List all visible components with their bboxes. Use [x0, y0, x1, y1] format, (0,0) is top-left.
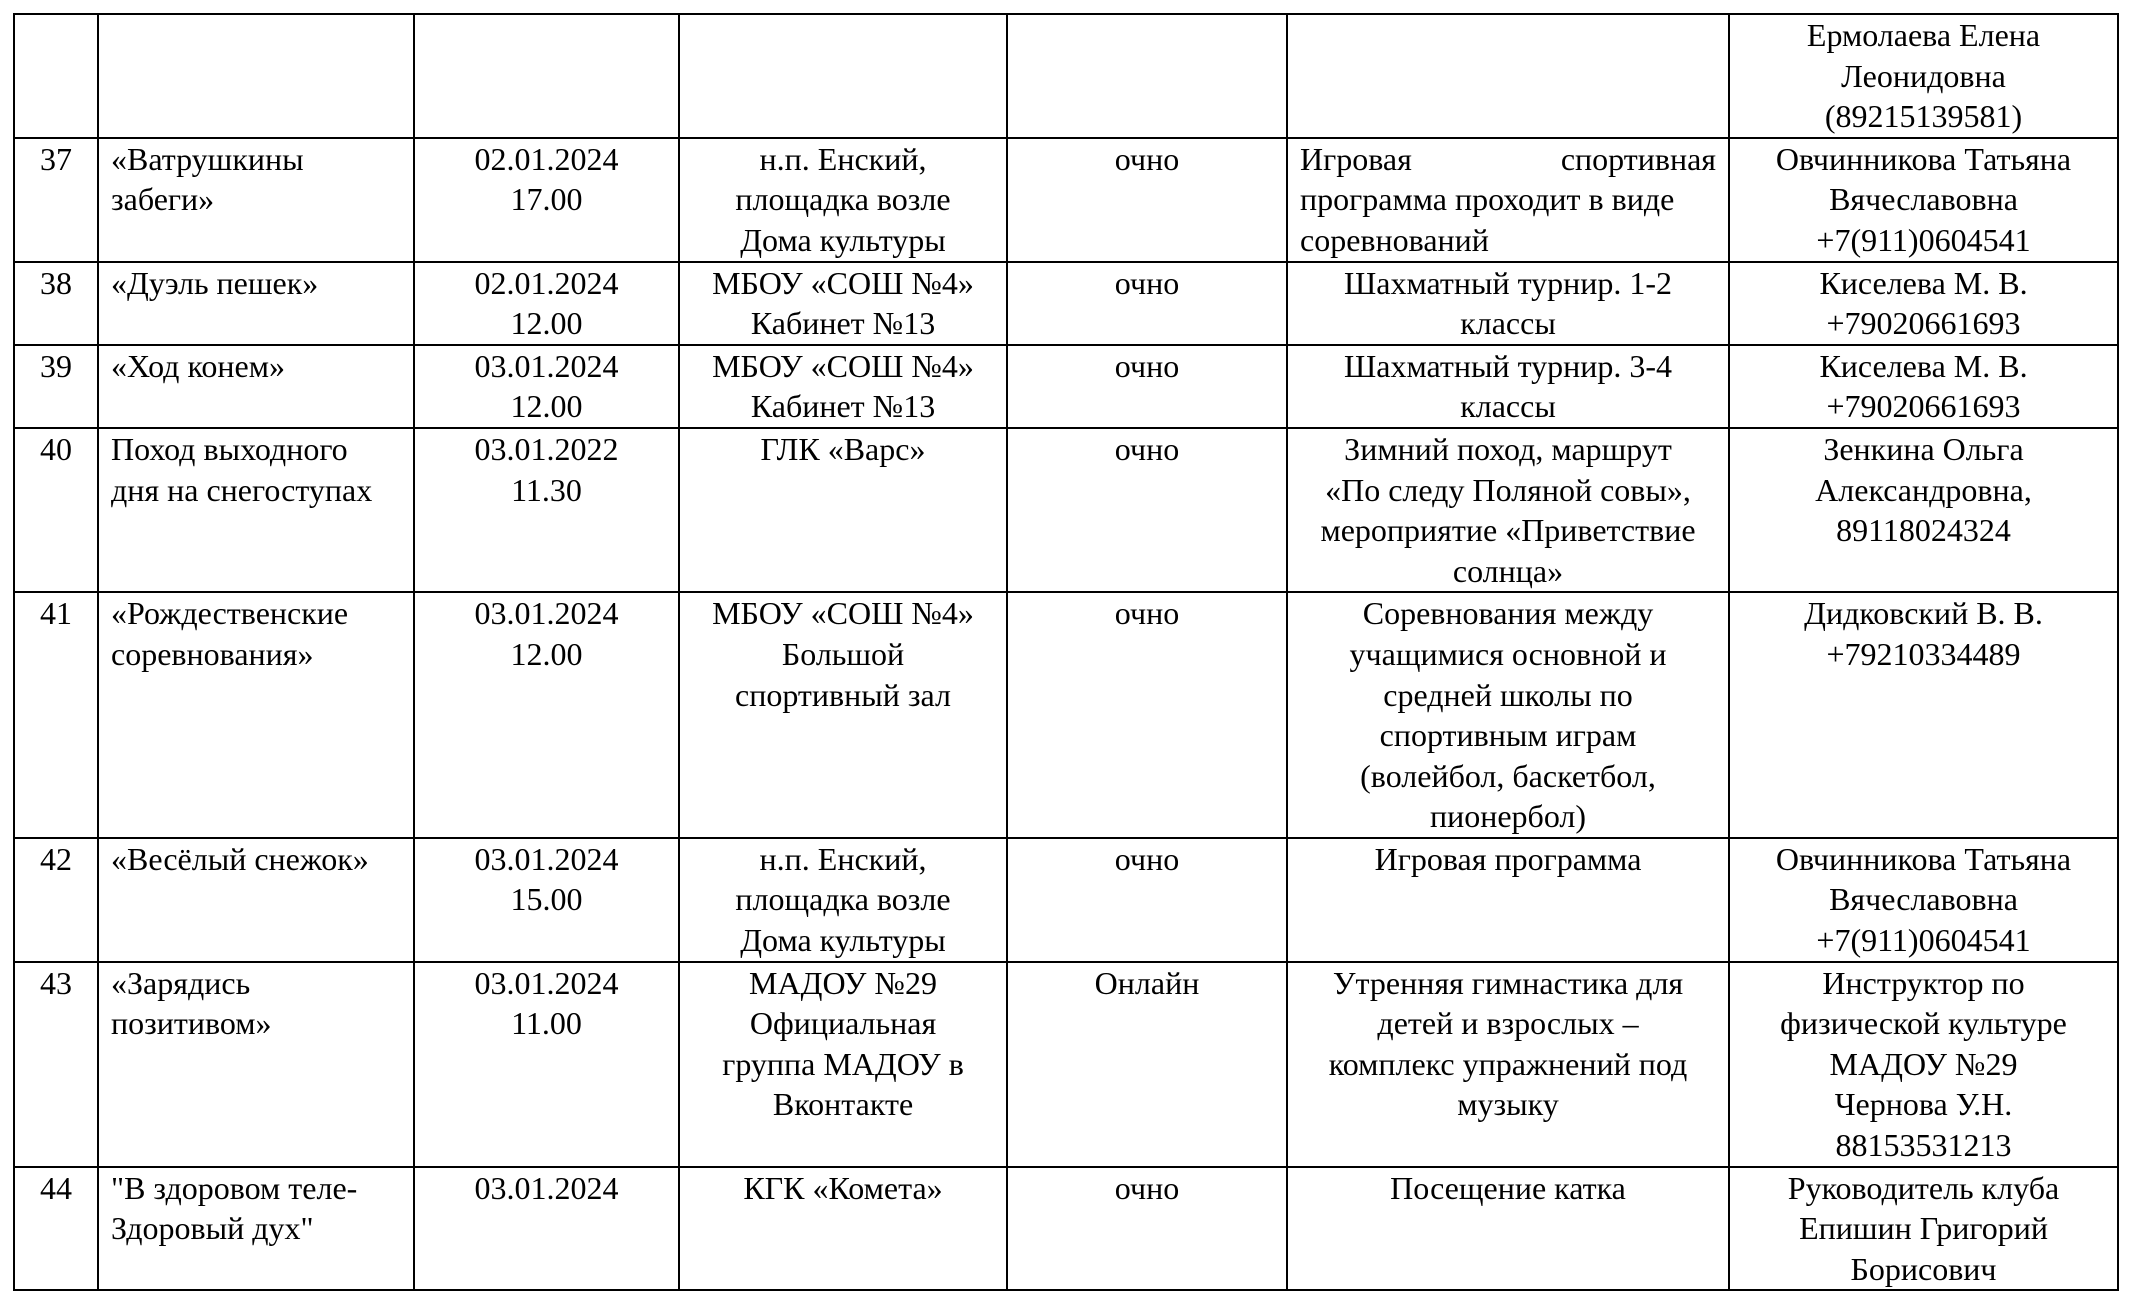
event-contact: Ермолаева Елена Леонидовна (89215139581)	[1729, 14, 2118, 138]
table-row	[14, 962, 2118, 1167]
event-format	[1007, 14, 1287, 138]
event-name: «Рождественские соревнования»	[98, 592, 414, 838]
table-row	[14, 428, 2118, 592]
table-row	[14, 592, 2118, 838]
event-datetime: 03.01.2024 12.00	[414, 592, 679, 838]
event-datetime: 03.01.2024 12.00	[414, 345, 679, 428]
description-word: спортивная	[1560, 140, 1716, 177]
table-row	[14, 262, 2118, 345]
events-table	[13, 13, 2119, 1291]
row-number: 37	[14, 138, 98, 262]
event-format: очно	[1007, 592, 1287, 838]
table-row	[14, 138, 2118, 262]
event-place	[679, 14, 1007, 138]
event-place: МБОУ «СОШ №4» Кабинет №13	[679, 345, 1007, 428]
event-description: Зимний поход, маршрут «По следу Поляной совы», мероприятие «Приветствие солнца»	[1287, 428, 1729, 592]
event-place: ГЛК «Варс»	[679, 428, 1007, 592]
justified-line	[1300, 139, 1716, 180]
event-datetime: 03.01.2024	[414, 1167, 679, 1291]
event-format: очно	[1007, 138, 1287, 262]
event-place: н.п. Енский, площадка возле Дома культуры	[679, 838, 1007, 962]
event-datetime: 02.01.2024 12.00	[414, 262, 679, 345]
event-place: МБОУ «СОШ №4» Кабинет №13	[679, 262, 1007, 345]
event-format: Онлайн	[1007, 962, 1287, 1167]
event-description: Игровая программа	[1287, 838, 1729, 962]
event-datetime: 02.01.2024 17.00	[414, 138, 679, 262]
event-description: Шахматный турнир. 3-4 классы	[1287, 345, 1729, 428]
event-name: «Дуэль пешек»	[98, 262, 414, 345]
event-contact: Руководитель клуба Епишин Григорий Борисович	[1729, 1167, 2118, 1291]
event-place: н.п. Енский, площадка возле Дома культуры	[679, 138, 1007, 262]
event-place: МБОУ «СОШ №4» Большой спортивный зал	[679, 592, 1007, 838]
event-format: очно	[1007, 345, 1287, 428]
event-datetime: 03.01.2024 15.00	[414, 838, 679, 962]
event-name: "В здоровом теле- Здоровый дух"	[98, 1167, 414, 1291]
row-number: 40	[14, 428, 98, 592]
event-description: Соревнования между учащимися основной и средней школы по спортивным играм (волейбол, баскетбол, пионербол)	[1287, 592, 1729, 838]
event-description: Шахматный турнир. 1-2 классы	[1287, 262, 1729, 345]
event-place: КГК «Комета»	[679, 1167, 1007, 1291]
event-contact: Овчинникова Татьяна Вячеславовна +7(911)0604541	[1729, 138, 2118, 262]
row-number: 43	[14, 962, 98, 1167]
event-description: Посещение катка	[1287, 1167, 1729, 1291]
row-number: 41	[14, 592, 98, 838]
event-description: программа проходит в виде соревнований	[1300, 181, 1675, 258]
event-format: очно	[1007, 428, 1287, 592]
event-contact: Инструктор по физической культуре МАДОУ №29 Чернова У.Н. 88153531213	[1729, 962, 2118, 1167]
event-name: «Ход конем»	[98, 345, 414, 428]
row-number: 39	[14, 345, 98, 428]
table-row	[14, 14, 2118, 138]
event-contact: Киселева М. В. +79020661693	[1729, 345, 2118, 428]
event-description-cell	[1287, 138, 1729, 262]
event-name: «Ватрушкины забеги»	[98, 138, 414, 262]
row-number: 38	[14, 262, 98, 345]
row-number	[14, 14, 98, 138]
event-datetime	[414, 14, 679, 138]
event-contact: Дидковский В. В. +79210334489	[1729, 592, 2118, 838]
table-row	[14, 838, 2118, 962]
event-name: Поход выходного дня на снегоступах	[98, 428, 414, 592]
event-name: «Зарядись позитивом»	[98, 962, 414, 1167]
event-contact: Зенкина Ольга Александровна, 89118024324	[1729, 428, 2118, 592]
row-number: 42	[14, 838, 98, 962]
event-format: очно	[1007, 262, 1287, 345]
event-name	[98, 14, 414, 138]
event-format: очно	[1007, 1167, 1287, 1291]
event-datetime: 03.01.2022 11.30	[414, 428, 679, 592]
event-description: Утренняя гимнастика для детей и взрослых – комплекс упражнений под музыку	[1287, 962, 1729, 1167]
table-row	[14, 345, 2118, 428]
event-format: очно	[1007, 838, 1287, 962]
table-row	[14, 1167, 2118, 1291]
event-name: «Весёлый снежок»	[98, 838, 414, 962]
event-datetime: 03.01.2024 11.00	[414, 962, 679, 1167]
description-word: Игровая	[1300, 140, 1412, 177]
event-description	[1287, 14, 1729, 138]
event-contact: Овчинникова Татьяна Вячеславовна +7(911)0604541	[1729, 838, 2118, 962]
event-place: МАДОУ №29 Официальная группа МАДОУ в Вконтакте	[679, 962, 1007, 1167]
event-contact: Киселева М. В. +79020661693	[1729, 262, 2118, 345]
row-number: 44	[14, 1167, 98, 1291]
